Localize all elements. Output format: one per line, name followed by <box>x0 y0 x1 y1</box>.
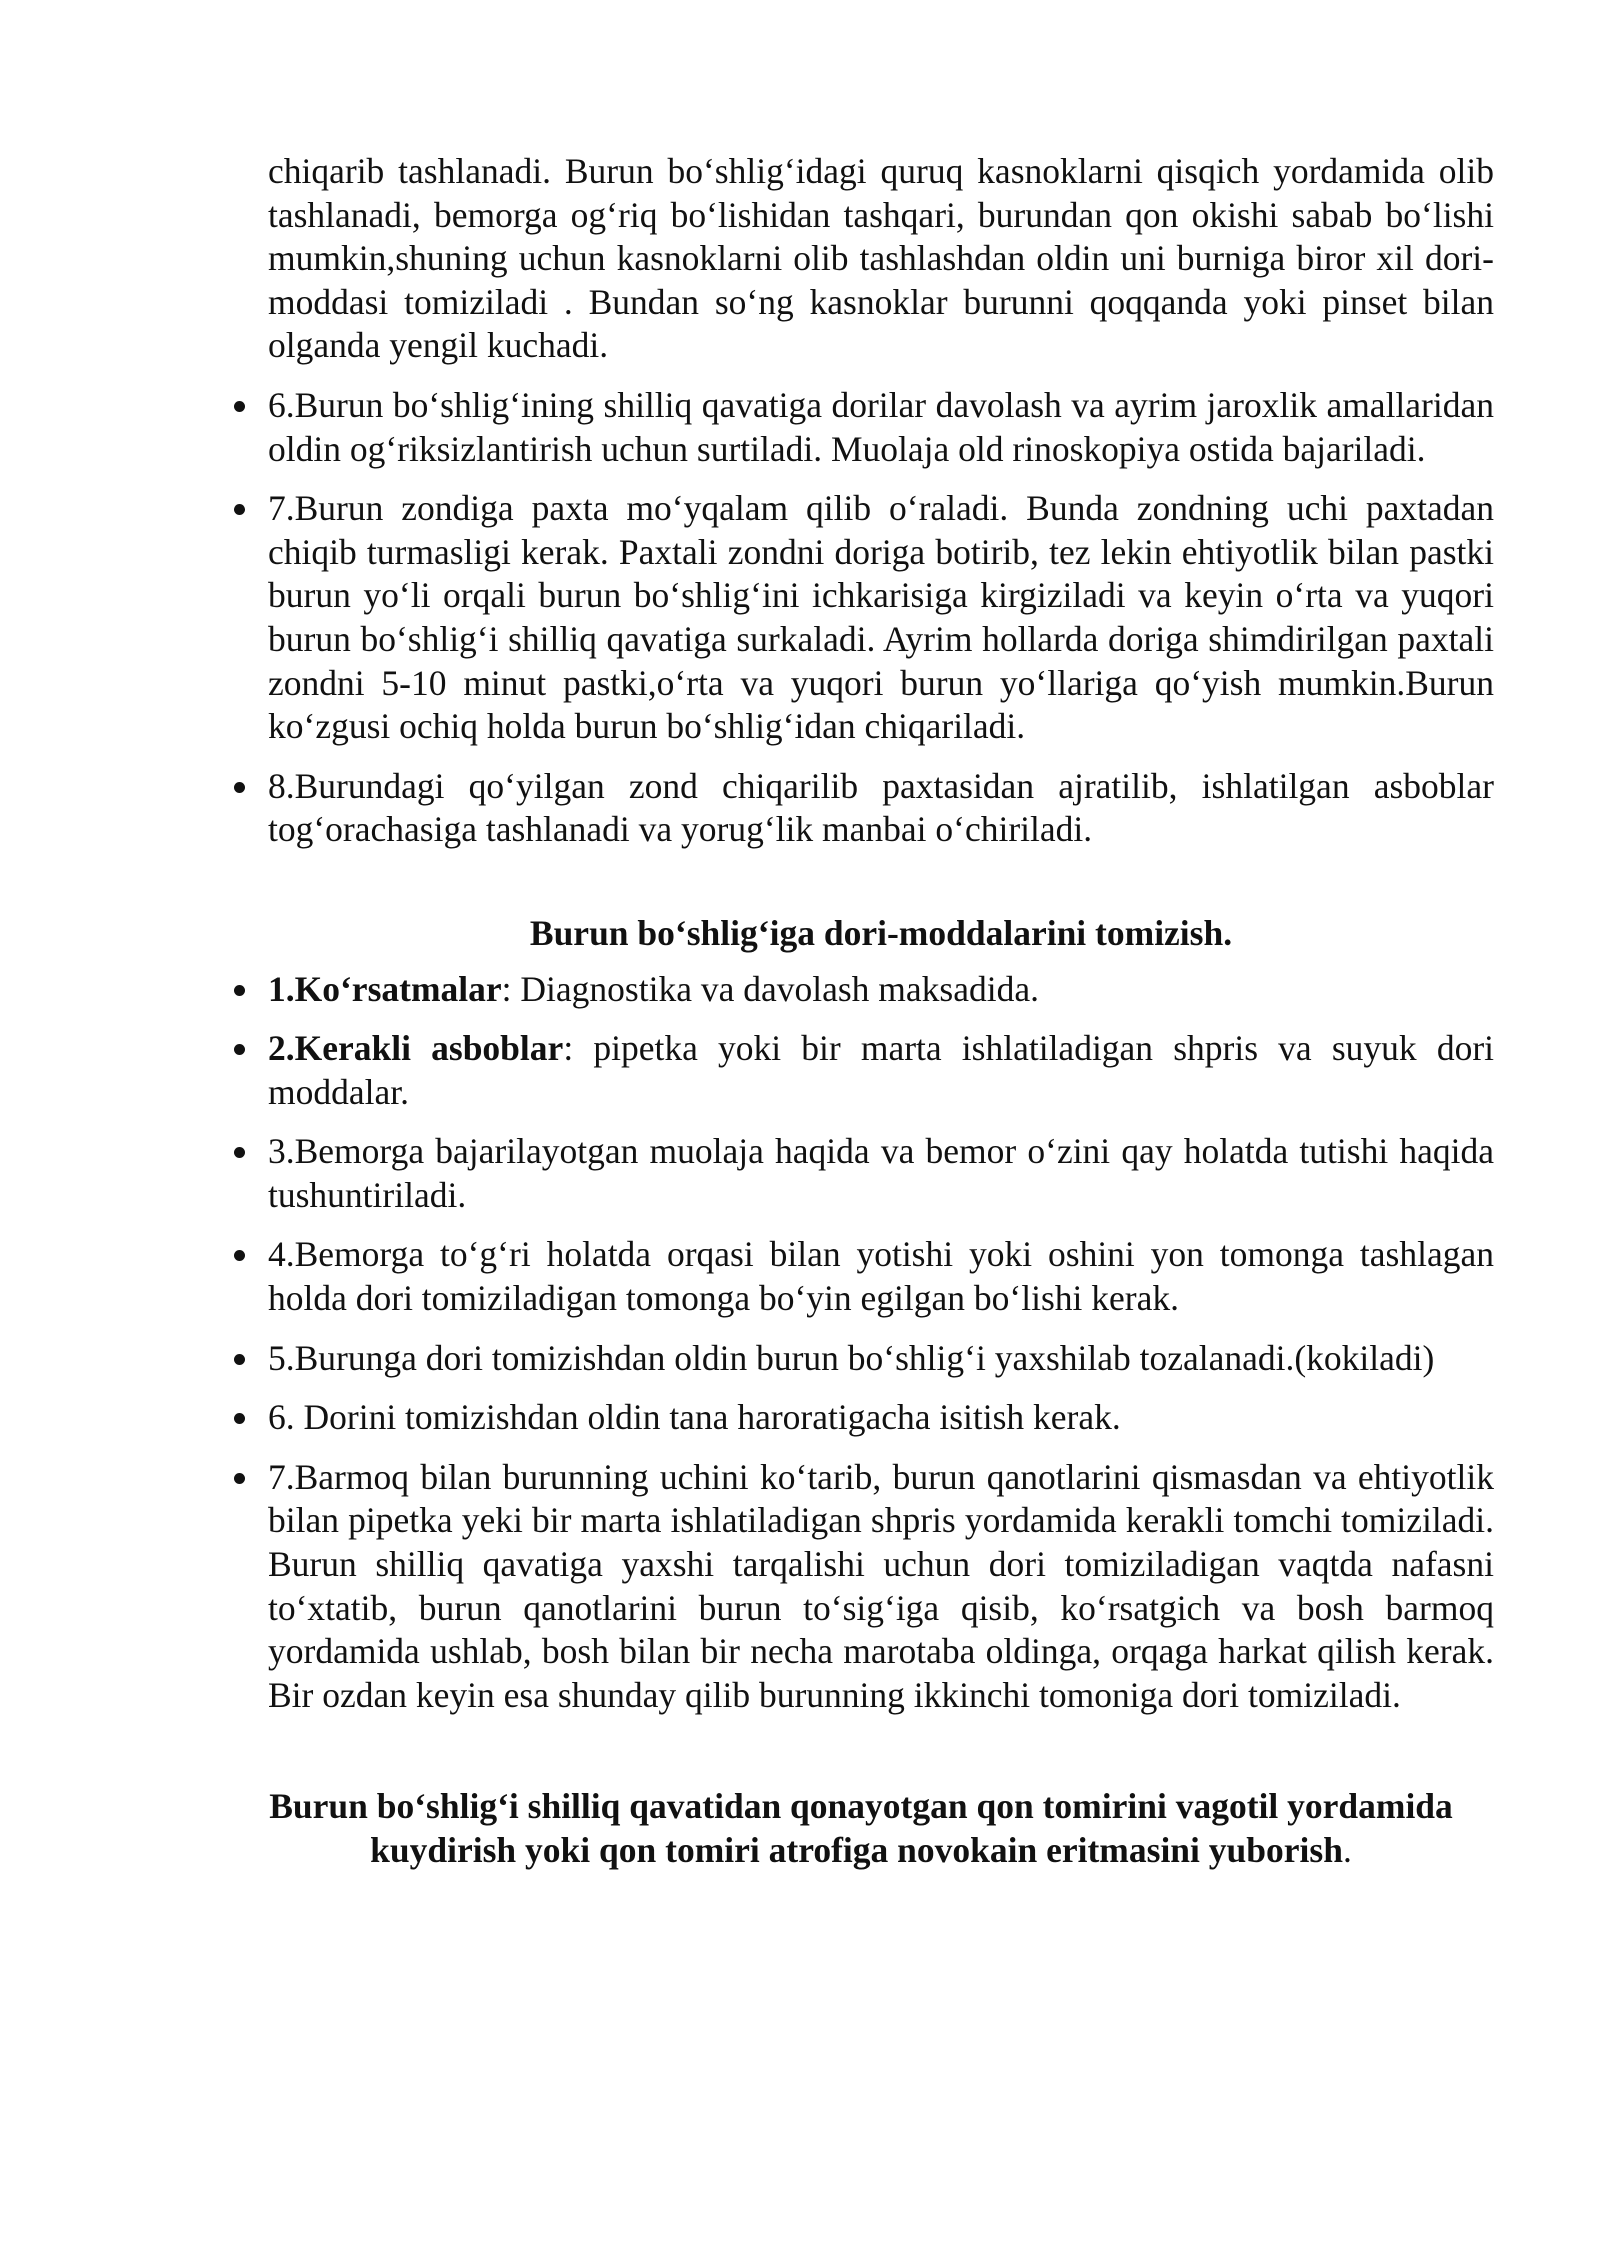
list-item: 4.Bemorga to‘g‘ri holatda orqasi bilan yotishi yoki oshini yon tomonga tashlagan holda dori tomiziladigan tomonga bo‘yin egilgan bo‘lishi kerak. <box>268 1233 1494 1320</box>
list-item: 7.Burun zondiga paxta mo‘yqalam qilib o‘raladi. Bunda zondning uchi paxtadan chiqib turmasligi kerak. Paxtali zondni doriga botirib, tez lekin ehtiyotlik bilan pastki burun yo‘li orqali burun bo‘shlig‘ini ichkarisiga kirgiziladi va keyin o‘rta va yuqori burun bo‘shlig‘i shilliq qavatiga surkaladi. Ayrim hollarda doriga shimdirilgan paxtali zondni 5-10 minut pastki,o‘rta va yuqori burun yo‘llariga qo‘yish mumkin.Burun ko‘zgusi ochiq holda burun bo‘shlig‘idan chiqariladi. <box>268 487 1494 749</box>
list-item-text: : pipetka yoki bir marta ishlatiladigan shpris va suyuk dori moddalar. <box>268 1028 1495 1112</box>
list-item-label: 2.Kerakli asboblar <box>268 1028 564 1069</box>
list-item: 8.Burundagi qo‘yilgan zond chiqarilib paxtasidan ajratilib, ishlatilgan asboblar tog‘orachasiga tashlanadi va yorug‘lik manbai o‘chiriladi. <box>268 765 1494 852</box>
procedure-list-1 <box>268 384 1494 852</box>
list-item: 6. Dorini tomizishdan oldin tana haroratigacha isitish kerak. <box>268 1396 1494 1440</box>
section-heading: Burun bo‘shlig‘iga dori-moddalarini tomizish. <box>529 912 1233 953</box>
procedure-list-2 <box>268 968 1494 1718</box>
list-item: 5.Burunga dori tomizishdan oldin burun bo‘shlig‘i yaxshilab tozalanadi.(kokiladi) <box>268 1337 1494 1381</box>
list-item <box>268 968 1494 1012</box>
list-item-text: : Diagnostika va davolash maksadida. <box>501 968 1039 1009</box>
page-content <box>268 150 1494 1873</box>
list-item <box>268 1027 1494 1114</box>
list-item: 6.Burun bo‘shlig‘ining shilliq qavatiga dorilar davolash va ayrim jaroxlik amallaridan oldin og‘riksizlantirish uchun surtiladi. Muolaja old rinoskopiya ostida bajariladi. <box>268 384 1494 471</box>
section-heading-2 <box>218 1785 1504 1872</box>
section-heading-period: . <box>1342 1830 1352 1870</box>
intro-paragraph: chiqarib tashlanadi. Burun bo‘shlig‘idagi quruq kasnoklarni qisqich yordamida olib tashlanadi, bemorga og‘riq bo‘lishidan tashqari, burundan qon okishi sabab bo‘lishi mumkin,shuning uchun kasnoklarni olib tashlashdan oldin uni burniga biror xil dori-moddasi tomiziladi . Bundan so‘ng kasnoklar burunni qoqqanda yoki pinset bilan olganda yengil kuchadi. <box>268 151 1494 366</box>
list-item: 3.Bemorga bajarilayotgan muolaja haqida va bemor o‘zini qay holatda tutishi haqida tushuntiriladi. <box>268 1130 1494 1217</box>
section-heading-text: Burun bo‘shlig‘i shilliq qavatidan qonayotgan qon tomirini vagotil yordamida kuydirish yoki qon tomiri atrofiga novokain eritmasini yuborish <box>269 1786 1453 1870</box>
list-item: 7.Barmoq bilan burunning uchini ko‘tarib, burun qanotlarini qismasdan va ehtiyotlik bilan pipetka yeki bir marta ishlatiladigan shpris yordamida kerakli tomchi tomiziladi. Burun shilliq qavatiga yaxshi tarqalishi uchun dori tomiziladigan vaqtda nafasni to‘xtatib, burun qanotlarini burun to‘sig‘iga qisib, ko‘rsatgich va bosh barmoq yordamida ushlab, bosh bilan bir necha marotaba oldinga, orqaga harkat qilish kerak. Bir ozdan keyin esa shunday qilib burunning ikkinchi tomoniga dori tomiziladi. <box>268 1456 1494 1718</box>
list-item-label: 1.Ko‘rsatmalar <box>268 968 502 1009</box>
